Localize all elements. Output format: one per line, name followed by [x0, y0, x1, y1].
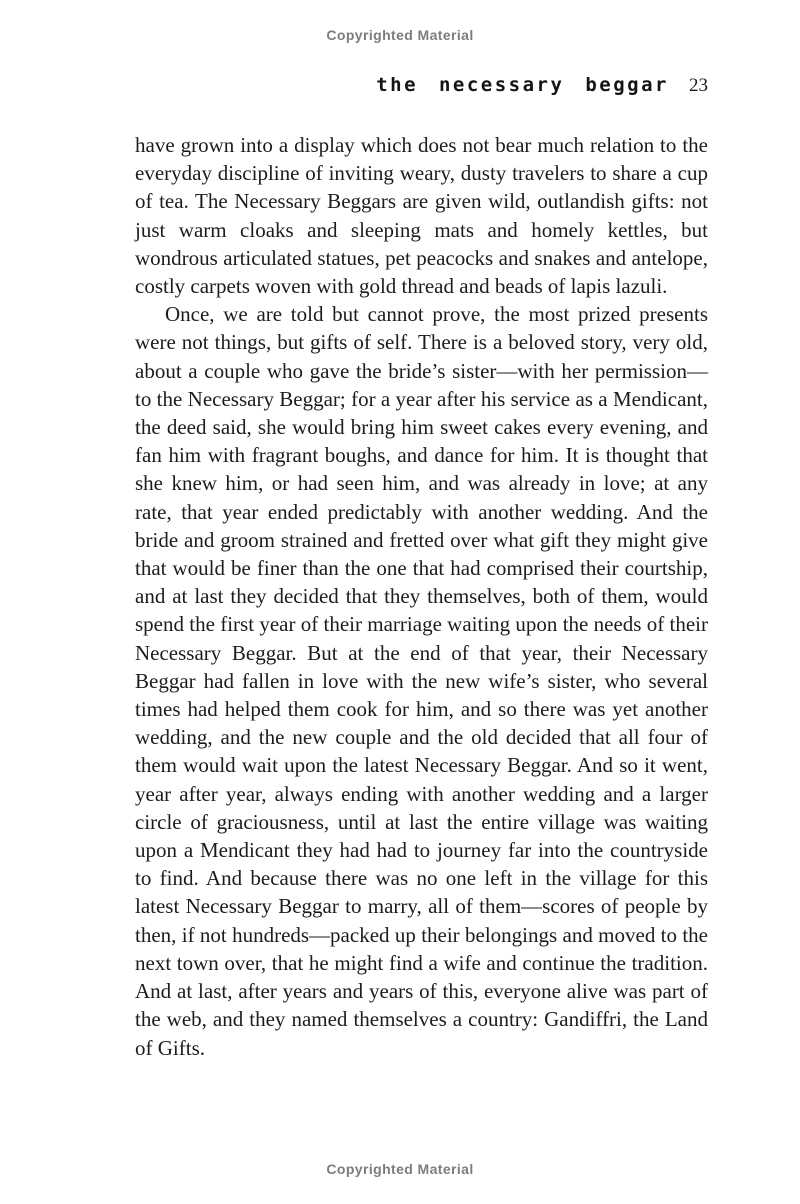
paragraph-2: Once, we are told but cannot prove, the most prized presents were not things, but gifts of self. There is a beloved story, very old, about a couple who gave the bride’s sister—with her permission—to the Necessary Beggar; for a year after his service as a Mendicant, the deed said, she would bring him sweet cakes every evening, and fan him with fragrant boughs, and dance for him. It is thought that she knew him, or had seen him, and was already in love; at any rate, that year ended predictably with another wedding. And the bride and groom strained and fretted over what gift they might give that would be finer than the one that had comprised their courtship, and at last they decided that they themselves, both of them, would spend the first year of their marriage waiting upon the needs of their Necessary Beggar. But at the end of that year, their Necessary Beggar had fallen in love with the new wife’s sister, who several times had helped them cook for him, and so there was yet another wedding, and the new couple and the old decided that all four of them would wait upon the latest Necessary Beggar. And so it went, year after year, always ending with another wedding and a larger circle of graciousness, until at last the entire village was waiting upon a Mendicant they had had to journey far into the countryside to find. And because there was no one left in the village for this latest Necessary Beggar to marry, all of them—scores of people by then, if not hundreds—packed up their belongings and moved to the next town over, that he might find a wife and continue the tradition. And at last, after years and years of this, everyone alive was part of the web, and they named themselves a country: Gandiffri, the Land of Gifts.: [135, 302, 708, 1060]
running-header: [135, 74, 708, 97]
running-title: the necessary beggar: [376, 74, 669, 96]
copyright-notice-bottom: Copyrighted Material: [326, 1161, 474, 1177]
copyright-notice-top: Copyrighted Material: [326, 27, 474, 43]
body-text: [135, 131, 708, 1062]
page-number: 23: [689, 75, 708, 96]
paragraph-1: have grown into a display which does not bear much relation to the everyday discipline of inviting weary, dusty travelers to share a cup of tea. The Necessary Beggars are given wild, outlandish gifts: not just warm cloaks and sleeping mats and homely kettles, but wondrous articulated statues, pet peacocks and snakes and antelope, costly carpets woven with gold thread and beads of lapis lazuli.: [135, 133, 708, 299]
